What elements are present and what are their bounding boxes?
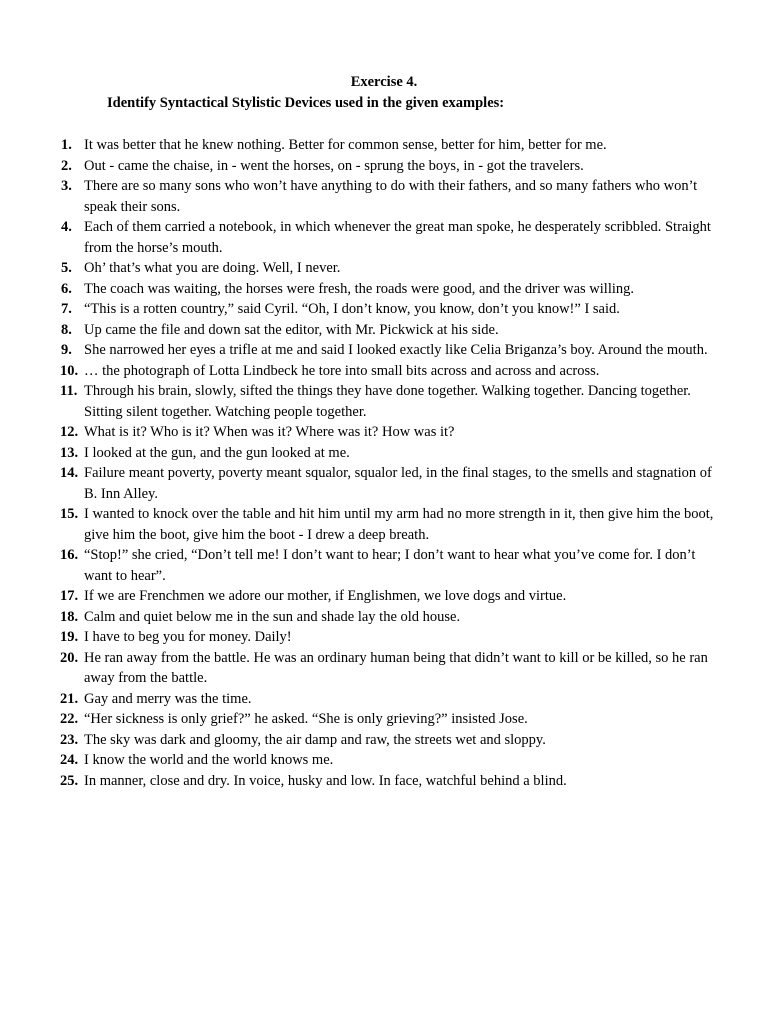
exercise-list	[58, 135, 718, 791]
exercise-item	[58, 381, 718, 422]
exercise-item	[58, 709, 718, 730]
item-text: I know the world and the world knows me.	[84, 752, 334, 768]
exercise-item	[58, 279, 718, 300]
item-text: Oh’ that’s what you are doing. Well, I never.	[84, 260, 341, 276]
item-text: “Her sickness is only grief?” he asked. “She is only grieving?” insisted Jose.	[84, 711, 528, 727]
item-number: 10.	[60, 362, 79, 379]
item-text: “This is a rotten country,” said Cyril. “Oh, I don’t know, you know, don’t you know!” I said.	[84, 301, 620, 317]
item-text: … the photograph of Lotta Lindbeck he tore into small bits across and across and across.	[84, 362, 600, 379]
exercise-title: Exercise 4.	[350, 74, 418, 90]
item-number: 21.	[60, 690, 79, 707]
exercise-item	[58, 771, 718, 792]
item-number: 6.	[61, 280, 72, 297]
exercise-item	[58, 217, 718, 258]
exercise-item	[58, 607, 718, 628]
exercise-item	[58, 361, 718, 382]
item-number: 12.	[60, 424, 79, 440]
item-number: 11.	[60, 383, 78, 399]
item-number: 22.	[60, 711, 79, 727]
item-text: In manner, close and dry. In voice, husky and low. In face, watchful behind a blind.	[84, 772, 567, 789]
item-text: She narrowed her eyes a trifle at me and said I looked exactly like Celia Briganza’s boy. Around the mouth.	[84, 342, 708, 358]
exercise-item	[58, 627, 718, 648]
exercise-item	[58, 156, 718, 177]
item-number: 23.	[60, 731, 79, 748]
item-text: I have to beg you for money. Daily!	[84, 629, 292, 645]
exercise-item	[58, 258, 718, 279]
exercise-item	[58, 648, 718, 689]
exercise-item	[58, 422, 718, 443]
exercise-instruction: Identify Syntactical Stylistic Devices used in the given examples:	[107, 95, 505, 111]
item-text: Out - came the chaise, in - went the horses, on - sprung the boys, in - got the travelers.	[84, 157, 584, 174]
exercise-item	[58, 176, 718, 217]
item-text: Each of them carried a notebook, in which whenever the great man spoke, he desperately scribbled. Straight from the horse’s mouth.	[84, 219, 711, 256]
item-number: 2.	[61, 157, 72, 174]
exercise-item	[58, 689, 718, 710]
item-number: 8.	[61, 321, 72, 338]
exercise-item	[58, 443, 718, 464]
item-text: There are so many sons who won’t have anything to do with their fathers, and so many fathers who won’t speak their sons.	[84, 178, 698, 215]
exercise-item	[58, 320, 718, 341]
item-text: “Stop!” she cried, “Don’t tell me! I don’t want to hear; I don’t want to hear what you’ve come for. I don’t want to hear”.	[84, 547, 696, 584]
item-number: 17.	[60, 588, 79, 604]
item-text: I wanted to knock over the table and hit him until my arm had no more strength in it, then give him the boot, give him the boot, give him the boot - I drew a deep breath.	[84, 506, 714, 543]
item-text: He ran away from the battle. He was an ordinary human being that didn’t want to kill or be killed, so he ran away from the battle.	[84, 649, 708, 686]
item-text: I looked at the gun, and the gun looked at me.	[84, 444, 350, 461]
exercise-item	[58, 463, 718, 504]
item-number: 25.	[60, 772, 79, 789]
item-text: If we are Frenchmen we adore our mother, if Englishmen, we love dogs and virtue.	[84, 588, 567, 604]
exercise-item	[58, 730, 718, 751]
item-number: 15.	[60, 506, 79, 522]
item-number: 9.	[61, 342, 72, 358]
item-text: The sky was dark and gloomy, the air damp and raw, the streets wet and sloppy.	[84, 731, 546, 748]
item-number: 13.	[60, 444, 79, 461]
item-number: 1.	[61, 137, 72, 153]
item-text: Failure meant poverty, poverty meant squalor, squalor led, in the final stages, to the smells and stagnation of B. Inn Alley.	[84, 465, 712, 502]
exercise-item	[58, 586, 718, 607]
item-number: 16.	[60, 547, 79, 563]
item-number: 20.	[60, 649, 79, 666]
item-text: Up came the file and down sat the editor, with Mr. Pickwick at his side.	[84, 321, 499, 338]
item-text: Through his brain, slowly, sifted the things they have done together. Walking together. Dancing together. Sitting silent together. Watching people together.	[84, 383, 691, 420]
exercise-item	[58, 750, 718, 771]
item-number: 7.	[61, 301, 72, 317]
exercise-item	[58, 504, 718, 545]
exercise-item	[58, 340, 718, 361]
item-number: 5.	[61, 260, 72, 276]
item-number: 3.	[61, 178, 72, 194]
exercise-item	[58, 545, 718, 586]
item-text: It was better that he knew nothing. Better for common sense, better for him, better for me.	[84, 137, 607, 153]
item-text: Calm and quiet below me in the sun and shade lay the old house.	[84, 608, 461, 625]
item-number: 14.	[60, 465, 79, 481]
item-number: 4.	[61, 219, 72, 235]
item-number: 18.	[60, 608, 79, 625]
item-text: What is it? Who is it? When was it? Where was it? How was it?	[84, 424, 455, 440]
item-text: Gay and merry was the time.	[84, 690, 252, 707]
exercise-item	[58, 299, 718, 320]
item-number: 19.	[60, 629, 79, 645]
exercise-item	[58, 135, 718, 156]
item-text: The coach was waiting, the horses were fresh, the roads were good, and the driver was willing.	[84, 280, 635, 297]
item-number: 24.	[60, 752, 79, 768]
